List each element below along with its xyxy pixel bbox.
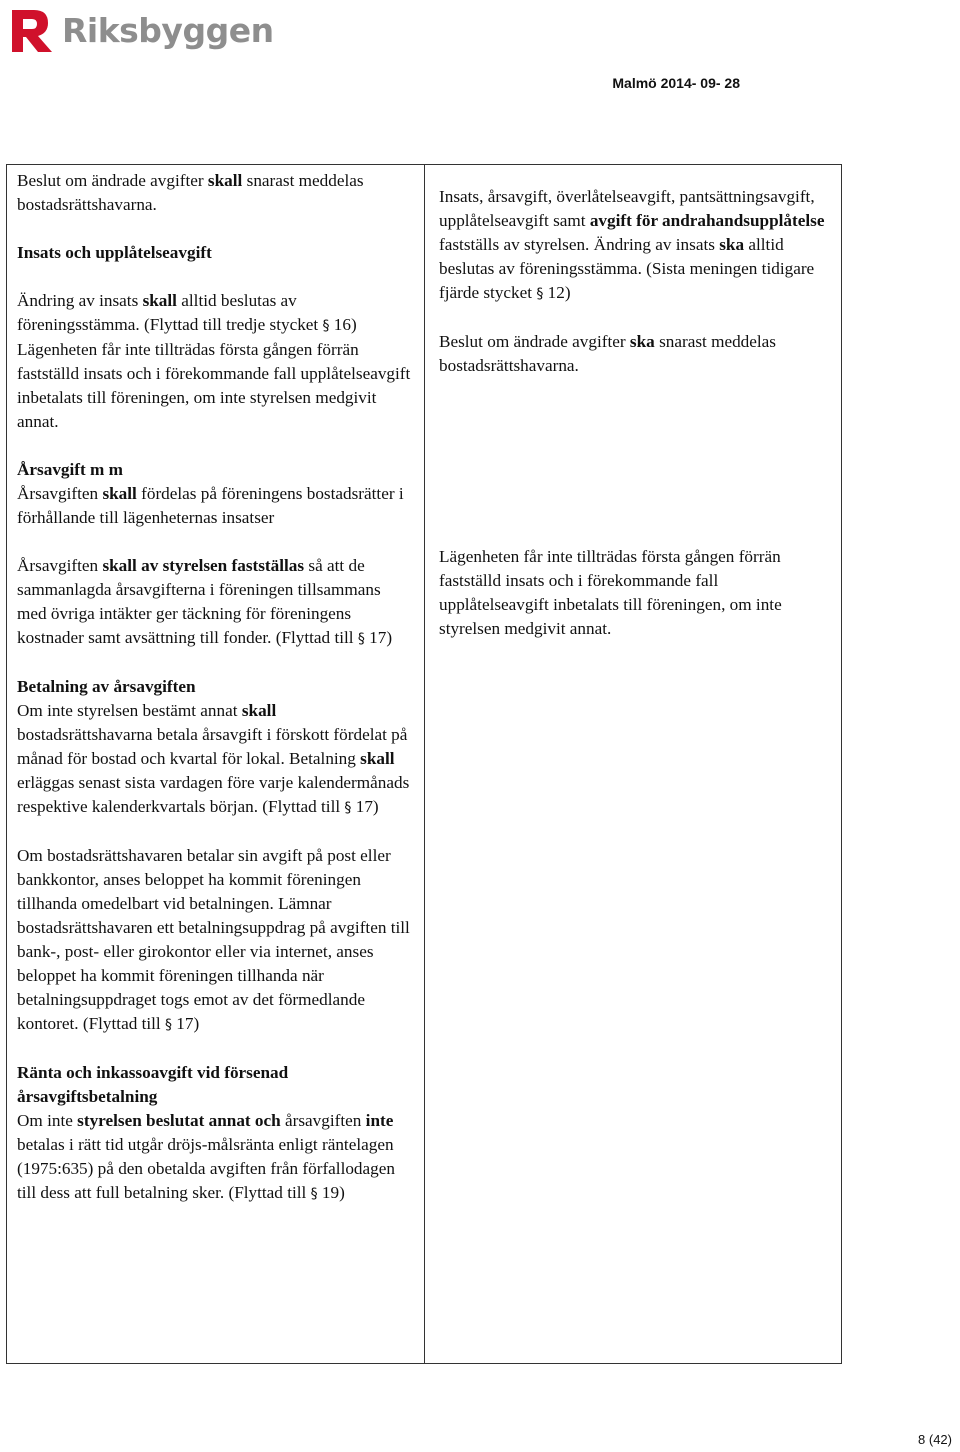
section-sign-icon: § (344, 800, 352, 816)
right-block-top (439, 185, 831, 402)
left-heading-insats: Insats och upplåtelseavgift (17, 243, 212, 262)
section-sign-icon: § (322, 318, 330, 334)
left-paragraph-5: Årsavgiften skall av styrelsen fastställas så att de sammanlagda årsavgifterna i föreningen tillsammans med övriga intäkter ger täckning för föreningens kostnader samt avsättning till fonder. (Flyttad till § 17) (17, 556, 393, 647)
section-sign-icon: § (357, 631, 365, 647)
comparison-table (6, 164, 842, 1364)
left-column (7, 165, 425, 1363)
right-paragraph-2: Beslut om ändrade avgifter ska snarast meddelas bostadsrättshavarna. (439, 332, 776, 375)
header-date: Malmö 2014- 09- 28 (612, 75, 740, 91)
right-paragraph-1: Insats, årsavgift, överlåtelseavgift, pantsättningsavgift, upplåtelseavgift samt avgift för andrahandsupplåtelse fastställs av styrelsen. Ändring av insats ska alltid beslutas av föreningsstämma. (Sista meningen tidigare fjärde stycket § 12) (439, 187, 825, 302)
riksbyggen-logo (8, 6, 274, 54)
left-paragraph-4: Årsavgift m m Årsavgiften skall fördelas på föreningens bostadsrätter i förhållande till lägenheternas insatser (17, 460, 404, 527)
left-paragraph-3: Ändring av insats skall alltid beslutas av föreningsstämma. (Flyttad till tredje stycket § 16) Lägenheten får inte tillträdas första gången förrän fastställd insats och i förekommande fall upplåtelseavgift inbetalats till föreningen, om inte styrelsen medgivit annat. (17, 291, 411, 431)
left-paragraph-7: Om bostadsrättshavaren betalar sin avgift på post eller bankkontor, anses beloppet ha kommit föreningen tillhanda omedelbart vid betalningen. Lämnar bostadsrättshavaren ett betalningsuppdrag på avgiften till bank-, post- eller girokontor eller via internet, anses beloppet ha kommit föreningen tillhanda när betalningsuppdraget togs emot av det förmedlande kontoret. (Flyttad till § 17) (17, 846, 410, 1033)
left-paragraph-1: Beslut om ändrade avgifter skall snarast meddelas bostadsrättshavarna. (17, 171, 364, 214)
section-sign-icon: § (536, 286, 544, 302)
page-number: 8 (42) (918, 1432, 952, 1447)
section-sign-icon: § (165, 1017, 172, 1033)
right-block-middle (439, 545, 831, 665)
right-paragraph-3: Lägenheten får inte tillträdas första gången förrän fastställd insats och i förekommande fall upplåtelseavgift inbetalats till föreningen, om inte styrelsen medgivit annat. (439, 547, 782, 638)
left-paragraph-6: Betalning av årsavgiften Om inte styrelsen bestämt annat skall bostadsrättshavarna betala årsavgift i förskott fördelat på månad för bostad och kvartal för lokal. Betalning skall erläggas senast sista vardagen före varje kalendermånads respektive kalenderkvartals början. (Flyttad till § 17) (17, 677, 410, 816)
logo-wordmark: Riksbyggen (62, 10, 274, 50)
section-sign-icon: § (310, 1186, 318, 1202)
riksbyggen-logo-icon (8, 6, 56, 54)
left-paragraph-8: Ränta och inkassoavgift vid försenad årsavgiftsbetalning Om inte styrelsen beslutat annat och årsavgiften inte betalas i rätt tid utgår dröjs-målsränta enligt räntelagen (1975:635) på den obetalda avgiften från förfallodagen till dess att full betalning sker. (Flyttad till § 19) (17, 1063, 395, 1202)
right-column (425, 165, 841, 1363)
